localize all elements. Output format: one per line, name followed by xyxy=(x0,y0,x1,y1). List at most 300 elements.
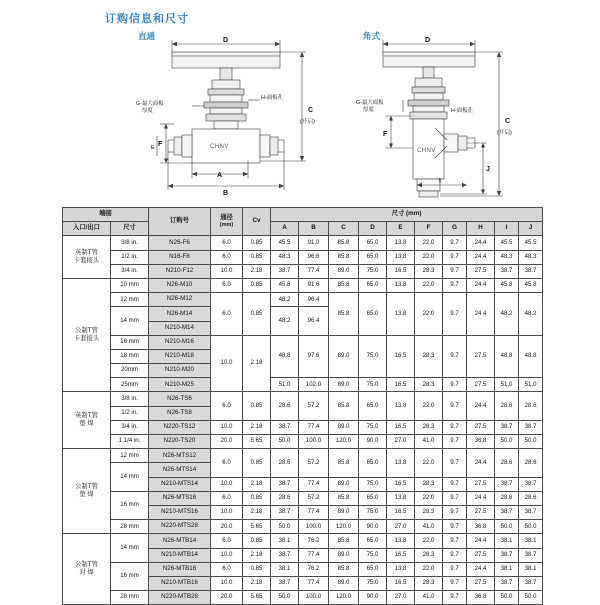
cell-H: 24.4 xyxy=(467,278,495,292)
cell-J: 48.3 xyxy=(519,250,543,264)
cell-I: 51.0 xyxy=(495,378,519,392)
dim-label-C: C xyxy=(308,107,314,114)
cell-G: 9.7 xyxy=(443,520,467,534)
cell-B: 57.2 xyxy=(299,449,329,477)
cell-bore: 10.0 xyxy=(211,548,243,562)
cell-cv: 2.18 xyxy=(243,420,271,434)
cell-G: 9.7 xyxy=(443,505,467,519)
cell-I: 38.7 xyxy=(495,420,519,434)
cell-J: 38.7 xyxy=(519,548,543,562)
cell-F: 28.3 xyxy=(415,335,443,378)
cell-J: 38.7 xyxy=(519,576,543,590)
cell-C: 85.8 xyxy=(329,278,359,292)
cell-B: 97.6 xyxy=(299,335,329,378)
cell-B: 96.6 xyxy=(299,250,329,264)
cell-E: 13.8 xyxy=(387,534,415,548)
cell-A: 48.2 xyxy=(271,293,299,307)
cell-E: 13.8 xyxy=(387,278,415,292)
cell-G: 9.7 xyxy=(443,264,467,278)
cell-I: 50.0 xyxy=(495,435,519,449)
cell-cv: 2.18 xyxy=(243,548,271,562)
cell-F: 22.0 xyxy=(415,449,443,477)
cell-bore: 10.0 xyxy=(211,477,243,491)
cell-order_no: N210-MTS14 xyxy=(149,477,211,491)
cell-E: 16.5 xyxy=(387,576,415,590)
table-row xyxy=(63,534,543,548)
cell-E: 16.5 xyxy=(387,378,415,392)
cell-D: 65.0 xyxy=(359,278,387,292)
cell-C: 120.0 xyxy=(329,591,359,605)
cell-I: 38.7 xyxy=(495,505,519,519)
cell-F: 22.0 xyxy=(415,250,443,264)
table-row xyxy=(63,278,543,292)
cell-bore: 10.0 xyxy=(211,335,243,392)
cell-H: 36.8 xyxy=(467,591,495,605)
cell-C: 89.0 xyxy=(329,505,359,519)
cell-bore: 6.0 xyxy=(211,491,243,505)
cell-E: 13.8 xyxy=(387,491,415,505)
cell-I: 45.8 xyxy=(495,278,519,292)
cell-order_no: N26-M14 xyxy=(149,307,211,321)
diagram-angle-label: 角式 xyxy=(363,31,381,41)
cell-cv: 0.85 xyxy=(243,392,271,420)
dim-label-A: A xyxy=(217,172,223,179)
cell-J: 50.0 xyxy=(519,435,543,449)
cell-G: 9.7 xyxy=(443,435,467,449)
cell-D: 75.0 xyxy=(359,576,387,590)
cell-order_no: N26-MTB14 xyxy=(149,534,211,548)
cell-C: 85.8 xyxy=(329,534,359,548)
cell-F: 22.0 xyxy=(415,278,443,292)
cell-H: 24.4 xyxy=(467,250,495,264)
cell-G: 9.7 xyxy=(443,491,467,505)
cell-D: 75.0 xyxy=(359,548,387,562)
header-dim-E: E xyxy=(387,222,415,236)
cell-D: 75.0 xyxy=(359,505,387,519)
cell-A: 38.7 xyxy=(271,548,299,562)
cell-J: 38.7 xyxy=(519,420,543,434)
cell-C: 85.8 xyxy=(329,449,359,477)
cell-G: 9.7 xyxy=(443,420,467,434)
cell-bore: 6.0 xyxy=(211,534,243,548)
cell-D: 75.0 xyxy=(359,335,387,378)
brand-mark-straight: CHNV xyxy=(210,144,229,150)
cell-F: 28.3 xyxy=(415,576,443,590)
cell-H: 24.4 xyxy=(467,534,495,548)
table-head xyxy=(63,208,543,236)
cell-order_no: N220-TS20 xyxy=(149,435,211,449)
group-label: 公制T管 对 焊 xyxy=(63,534,111,605)
cell-bore: 10.0 xyxy=(211,576,243,590)
cell-A: 50.0 xyxy=(271,435,299,449)
table-row xyxy=(63,293,543,307)
cell-J: 51.0 xyxy=(519,378,543,392)
cell-C: 89.0 xyxy=(329,548,359,562)
cell-I: 50.0 xyxy=(495,591,519,605)
dim-label-D: D xyxy=(223,37,229,44)
dim-note-open: (开启) xyxy=(300,119,315,125)
cell-G: 9.7 xyxy=(443,250,467,264)
cell-H: 24.4 xyxy=(467,236,495,250)
header-bore xyxy=(211,208,243,236)
cell-I: 48.2 xyxy=(495,293,519,336)
table-row xyxy=(63,449,543,463)
dim-label-B: B xyxy=(223,190,229,197)
cell-F: 28.3 xyxy=(415,420,443,434)
cell-F: 22.0 xyxy=(415,392,443,420)
cell-J: 38.7 xyxy=(519,264,543,278)
cell-E: 13.8 xyxy=(387,449,415,477)
cell-size: 16 mm xyxy=(111,562,149,590)
cell-I: 28.6 xyxy=(495,491,519,505)
cell-order_no: N26-MTS16 xyxy=(149,491,211,505)
cell-F: 22.0 xyxy=(415,534,443,548)
cell-E: 16.5 xyxy=(387,505,415,519)
cell-A: 45.8 xyxy=(271,278,299,292)
cell-E: 13.8 xyxy=(387,562,415,576)
cell-E: 13.8 xyxy=(387,392,415,420)
cell-H: 27.5 xyxy=(467,378,495,392)
cell-order_no: N210-MTB14 xyxy=(149,548,211,562)
cell-C: 85.8 xyxy=(329,250,359,264)
cell-cv: 0.85 xyxy=(243,562,271,576)
cell-H: 27.5 xyxy=(467,335,495,378)
cell-order_no: N26-TS8 xyxy=(149,406,211,420)
cell-B: 91.0 xyxy=(299,236,329,250)
cell-cv: 5.65 xyxy=(243,591,271,605)
diagram-angle xyxy=(355,28,555,200)
dim-note-open-angle: (开启) xyxy=(497,130,512,136)
cell-H: 27.5 xyxy=(467,576,495,590)
cell-size: 20mm xyxy=(111,364,149,378)
table-row xyxy=(63,378,543,392)
cell-cv: 5.65 xyxy=(243,435,271,449)
cell-bore: 6.0 xyxy=(211,293,243,336)
cell-order_no: N220-MTB28 xyxy=(149,591,211,605)
cell-F: 22.0 xyxy=(415,293,443,336)
cell-E: 27.0 xyxy=(387,591,415,605)
header-dim-B: B xyxy=(299,222,329,236)
cell-D: 65.0 xyxy=(359,491,387,505)
cell-D: 90.0 xyxy=(359,520,387,534)
header-bore-unit: (mm) xyxy=(219,221,234,228)
cell-C: 85.8 xyxy=(329,236,359,250)
cell-size: 28 mm xyxy=(111,520,149,534)
cell-bore: 6.0 xyxy=(211,392,243,420)
cell-I: 38.7 xyxy=(495,548,519,562)
cell-D: 75.0 xyxy=(359,420,387,434)
cell-size: 14 mm xyxy=(111,307,149,335)
cell-order_no: N26-F6 xyxy=(149,236,211,250)
cell-E: 16.5 xyxy=(387,264,415,278)
cell-J: 38.1 xyxy=(519,562,543,576)
cell-B: 91.6 xyxy=(299,278,329,292)
header-order-no: 订购号 xyxy=(149,208,211,236)
cell-A: 28.6 xyxy=(271,449,299,477)
table-row xyxy=(63,236,543,250)
cell-A: 50.0 xyxy=(271,520,299,534)
cell-G: 9.7 xyxy=(443,378,467,392)
callout-panel-hole: H-面板孔 xyxy=(261,95,283,101)
cell-size: 18 mm xyxy=(111,349,149,363)
cell-cv: 0.85 xyxy=(243,236,271,250)
cell-B: 76.2 xyxy=(299,562,329,576)
cell-order_no: N26-M12 xyxy=(149,293,211,307)
table-row xyxy=(63,420,543,434)
cell-D: 90.0 xyxy=(359,435,387,449)
cell-D: 65.0 xyxy=(359,562,387,576)
table-row xyxy=(63,491,543,505)
cell-B: 102.0 xyxy=(299,378,329,392)
cell-B: 96.4 xyxy=(299,307,329,335)
cell-order_no: N210-M20 xyxy=(149,364,211,378)
cell-J: 48.2 xyxy=(519,293,543,336)
cell-size: 1/2 in. xyxy=(111,250,149,264)
cell-J: 38.7 xyxy=(519,477,543,491)
cell-bore: 10.0 xyxy=(211,420,243,434)
cell-B: 77.4 xyxy=(299,420,329,434)
table-row xyxy=(63,435,543,449)
cell-G: 9.7 xyxy=(443,534,467,548)
cell-G: 9.7 xyxy=(443,392,467,420)
cell-C: 120.0 xyxy=(329,520,359,534)
group-label: 英制T管 垫 焊 xyxy=(63,392,111,449)
cell-H: 36.8 xyxy=(467,435,495,449)
cell-order_no: N210-F12 xyxy=(149,264,211,278)
cell-B: 77.4 xyxy=(299,576,329,590)
cell-C: 85.8 xyxy=(329,293,359,336)
cell-B: 77.4 xyxy=(299,264,329,278)
table-row xyxy=(63,520,543,534)
cell-H: 24.4 xyxy=(467,449,495,477)
spec-table-wrap xyxy=(62,207,539,605)
cell-D: 65.0 xyxy=(359,449,387,477)
cell-size: 12 mm xyxy=(111,449,149,463)
cell-order_no: N26-M10 xyxy=(149,278,211,292)
cell-size: 12 mm xyxy=(111,293,149,307)
header-dim-A: A xyxy=(271,222,299,236)
cell-cv: 0.85 xyxy=(243,491,271,505)
cell-I: 38.1 xyxy=(495,562,519,576)
cell-D: 75.0 xyxy=(359,378,387,392)
cell-cv: 0.85 xyxy=(243,449,271,477)
cell-size: 14 mm xyxy=(111,463,149,491)
cell-D: 65.0 xyxy=(359,392,387,420)
group-label: 英制T管 卡套接头 xyxy=(63,236,111,279)
cell-H: 24.4 xyxy=(467,293,495,336)
dim-label-E: E xyxy=(151,145,155,151)
page-title: 订购信息和尺寸 xyxy=(105,13,189,25)
cell-F: 28.3 xyxy=(415,378,443,392)
cell-order_no: N26-MTB16 xyxy=(149,562,211,576)
cell-H: 27.5 xyxy=(467,420,495,434)
cell-A: 48.3 xyxy=(271,250,299,264)
cell-C: 89.0 xyxy=(329,378,359,392)
cell-A: 28.6 xyxy=(271,392,299,420)
cell-order_no: N210-M16 xyxy=(149,335,211,349)
dim-label-J: J xyxy=(486,166,490,173)
cell-order_no: N220-MTS28 xyxy=(149,520,211,534)
cell-C: 89.0 xyxy=(329,264,359,278)
cell-B: 57.2 xyxy=(299,491,329,505)
cell-cv: 0.85 xyxy=(243,534,271,548)
table-row xyxy=(63,250,543,264)
cell-size: 3/4 in. xyxy=(111,420,149,434)
cell-E: 27.0 xyxy=(387,435,415,449)
cell-D: 75.0 xyxy=(359,264,387,278)
cell-F: 28.3 xyxy=(415,477,443,491)
cell-E: 16.5 xyxy=(387,420,415,434)
cell-J: 50.0 xyxy=(519,520,543,534)
table-row xyxy=(63,264,543,278)
cell-I: 28.6 xyxy=(495,449,519,477)
callout-panel-hole-angle: H-面板孔 xyxy=(451,108,473,114)
callout-panel-thickness: G-最大面板 xyxy=(136,101,164,107)
callout-panel-thickness-angle: G-最大面板 xyxy=(356,100,384,106)
cell-E: 13.8 xyxy=(387,250,415,264)
cell-B: 100.0 xyxy=(299,520,329,534)
cell-C: 89.0 xyxy=(329,420,359,434)
cell-J: 38.7 xyxy=(519,505,543,519)
header-dim-I: I xyxy=(495,222,519,236)
cell-cv: 2.18 xyxy=(243,477,271,491)
cell-A: 38.7 xyxy=(271,264,299,278)
cell-F: 22.0 xyxy=(415,236,443,250)
cell-H: 36.8 xyxy=(467,520,495,534)
cell-F: 22.0 xyxy=(415,562,443,576)
cell-F: 41.0 xyxy=(415,435,443,449)
cell-G: 9.7 xyxy=(443,335,467,378)
header-end-connection: 端接 xyxy=(63,208,149,222)
cell-order_no: N210-M18 xyxy=(149,349,211,363)
cell-cv: 2.18 xyxy=(243,576,271,590)
cell-C: 89.0 xyxy=(329,477,359,491)
cell-I: 38.1 xyxy=(495,534,519,548)
cell-H: 24.4 xyxy=(467,562,495,576)
cell-A: 38.1 xyxy=(271,562,299,576)
cell-C: 89.0 xyxy=(329,335,359,378)
cell-size: 28 mm xyxy=(111,591,149,605)
cell-I: 38.7 xyxy=(495,264,519,278)
header-cv: Cv xyxy=(243,208,271,236)
cell-cv: 0.85 xyxy=(243,278,271,292)
cell-C: 85.8 xyxy=(329,392,359,420)
cell-size: 3/8 in. xyxy=(111,236,149,250)
cell-G: 9.7 xyxy=(443,562,467,576)
cell-I: 48.8 xyxy=(495,335,519,378)
header-bore-text: 通径 xyxy=(220,214,233,221)
cell-E: 16.5 xyxy=(387,548,415,562)
cell-A: 38.1 xyxy=(271,534,299,548)
cell-F: 41.0 xyxy=(415,591,443,605)
cell-B: 77.4 xyxy=(299,477,329,491)
cell-size: 16 mm xyxy=(111,491,149,519)
dim-label-I: I xyxy=(439,178,441,185)
cell-I: 45.5 xyxy=(495,236,519,250)
table-row xyxy=(63,591,543,605)
cell-bore: 20.0 xyxy=(211,591,243,605)
table-row xyxy=(63,392,543,406)
cell-bore: 6.0 xyxy=(211,236,243,250)
cell-H: 27.5 xyxy=(467,548,495,562)
cell-A: 51.0 xyxy=(271,378,299,392)
cell-F: 28.3 xyxy=(415,264,443,278)
cell-B: 77.4 xyxy=(299,548,329,562)
cell-D: 65.0 xyxy=(359,250,387,264)
cell-G: 9.7 xyxy=(443,576,467,590)
cell-G: 9.7 xyxy=(443,591,467,605)
diagram-straight-label: 直通 xyxy=(138,31,156,41)
cell-B: 57.2 xyxy=(299,392,329,420)
dim-label-F: F xyxy=(158,141,163,148)
cell-A: 38.7 xyxy=(271,477,299,491)
cell-B: 100.0 xyxy=(299,435,329,449)
cell-A: 38.7 xyxy=(271,505,299,519)
cell-order_no: N26-MTS12 xyxy=(149,449,211,463)
cell-H: 24.4 xyxy=(467,491,495,505)
cell-bore: 20.0 xyxy=(211,435,243,449)
cell-G: 9.7 xyxy=(443,449,467,477)
cell-A: 50.0 xyxy=(271,591,299,605)
cell-order_no: N26-TS6 xyxy=(149,392,211,406)
cell-A: 48.2 xyxy=(271,307,299,335)
cell-B: 77.4 xyxy=(299,505,329,519)
cell-bore: 10.0 xyxy=(211,505,243,519)
brand-mark-angle: CHNV xyxy=(417,148,436,154)
cell-G: 9.7 xyxy=(443,293,467,336)
cell-size: 3/8 in. xyxy=(111,392,149,406)
cell-order_no: N220-TS12 xyxy=(149,420,211,434)
cell-bore: 10.0 xyxy=(211,264,243,278)
group-label: 公制T管 卡套接头 xyxy=(63,278,111,392)
cell-E: 16.5 xyxy=(387,477,415,491)
cell-I: 48.3 xyxy=(495,250,519,264)
header-dim-D: D xyxy=(359,222,387,236)
diagram-straight xyxy=(130,28,330,200)
cell-H: 27.5 xyxy=(467,264,495,278)
cell-D: 65.0 xyxy=(359,236,387,250)
cell-J: 28.6 xyxy=(519,392,543,420)
cell-I: 38.7 xyxy=(495,576,519,590)
group-label: 公制T管 垫 焊 xyxy=(63,449,111,534)
cell-H: 24.4 xyxy=(467,392,495,420)
dim-label-F-angle: F xyxy=(383,131,388,138)
cell-size: 1/2 in. xyxy=(111,406,149,420)
cell-bore: 6.0 xyxy=(211,250,243,264)
cell-cv: 2.18 xyxy=(243,505,271,519)
header-dim-G: G xyxy=(443,222,467,236)
cell-A: 28.6 xyxy=(271,491,299,505)
cell-F: 28.3 xyxy=(415,505,443,519)
cell-I: 38.7 xyxy=(495,477,519,491)
cell-G: 9.7 xyxy=(443,236,467,250)
cell-size: 3/4 in. xyxy=(111,264,149,278)
cell-D: 65.0 xyxy=(359,293,387,336)
cell-bore: 6.0 xyxy=(211,278,243,292)
diagram-section xyxy=(0,28,600,200)
header-dims: 尺寸 (mm) xyxy=(271,208,543,222)
cell-E: 27.0 xyxy=(387,520,415,534)
header-dim-H: H xyxy=(467,222,495,236)
dim-label-C-angle: C xyxy=(505,118,511,125)
cell-F: 41.0 xyxy=(415,520,443,534)
header-size: 尺寸 xyxy=(111,222,149,236)
cell-cv: 2.18 xyxy=(243,335,271,392)
cell-I: 50.0 xyxy=(495,520,519,534)
dim-label-D-angle: D xyxy=(425,37,431,44)
cell-B: 100.0 xyxy=(299,591,329,605)
cell-B: 76.2 xyxy=(299,534,329,548)
